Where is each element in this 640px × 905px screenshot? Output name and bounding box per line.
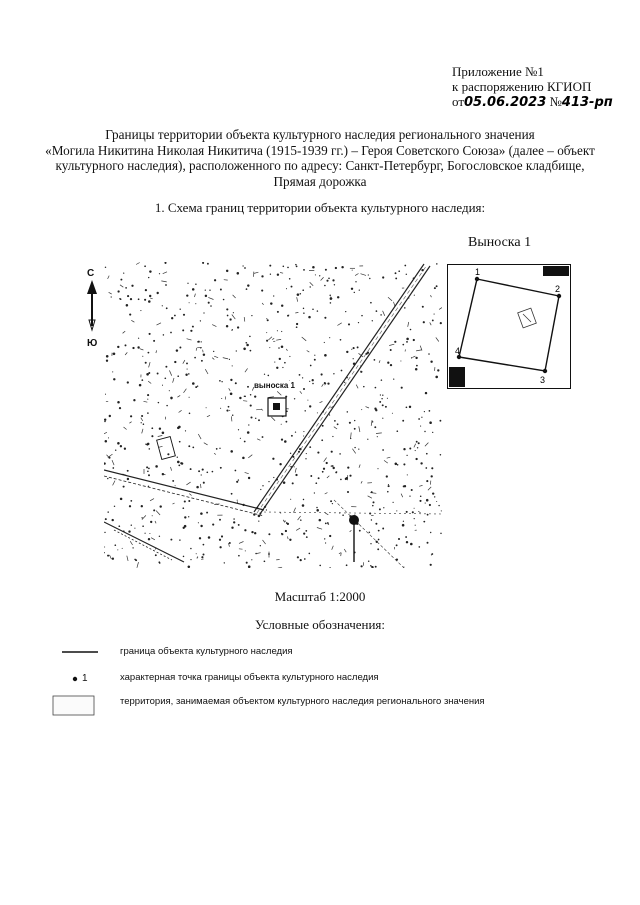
- legend-text-boundary: граница объекта культурного наследия: [120, 646, 293, 657]
- territory-area-icon: [50, 694, 98, 718]
- point-label-1: 1: [475, 267, 481, 277]
- legend-title: Условные обозначения:: [254, 617, 386, 632]
- appendix-block: [452, 64, 632, 110]
- callout-box: [447, 264, 571, 389]
- boundary-point-icon: [50, 672, 98, 686]
- compass-south-label: Ю: [87, 338, 98, 349]
- appendix-date-line: [452, 94, 632, 110]
- boundary-point-2: [557, 294, 561, 298]
- title-line4: Прямая дорожка: [273, 173, 367, 189]
- callout-title: Выноска 1: [468, 235, 532, 250]
- title-line1: Границы территории объекта культурного наследия регионального значения: [105, 127, 535, 142]
- object-marker: [273, 403, 280, 410]
- compass-arrow-icon: [84, 280, 100, 334]
- plot-outline: [157, 437, 176, 460]
- boundary-point-1: [475, 277, 479, 281]
- point-label-4: 4: [455, 346, 461, 356]
- legend-text-point: характерная точка границы объекта культурного наследия: [120, 672, 379, 683]
- compass-north-label: С: [87, 268, 95, 279]
- boundary-point-3: [543, 369, 547, 373]
- map-scale: Масштаб 1:2000: [274, 589, 366, 604]
- point-label-3: 3: [540, 375, 546, 385]
- handwritten-date: 05.06.2023: [464, 95, 547, 110]
- legend-point-number: 1: [82, 673, 88, 684]
- document-title: [40, 127, 600, 189]
- title-line2: «Могила Никитина Николая Никитича (1915-1939 гг.) – Героя Советского Союза» (далее – объект: [45, 142, 595, 158]
- appendix-line2: к распоряжению КГИОП: [452, 79, 592, 94]
- cemetery-map: [104, 262, 442, 568]
- date-prefix: от: [452, 94, 465, 109]
- handwritten-number: 413-рп: [561, 95, 613, 110]
- boundary-line-icon: [50, 645, 98, 659]
- map-callout-label: выноска 1: [254, 381, 295, 390]
- point-label-2: 2: [555, 284, 561, 294]
- legend-text-area: территория, занимаемая объектом культурного наследия регионального значения: [120, 696, 485, 707]
- section-heading: 1. Схема границ территории объекта культурного наследия:: [154, 200, 486, 215]
- title-line3: культурного наследия), расположенного по адресу: Санкт-Петербург, Богословское кладбище,: [55, 158, 585, 173]
- appendix-line1: Приложение №1: [452, 64, 544, 79]
- number-prefix: №: [549, 94, 562, 109]
